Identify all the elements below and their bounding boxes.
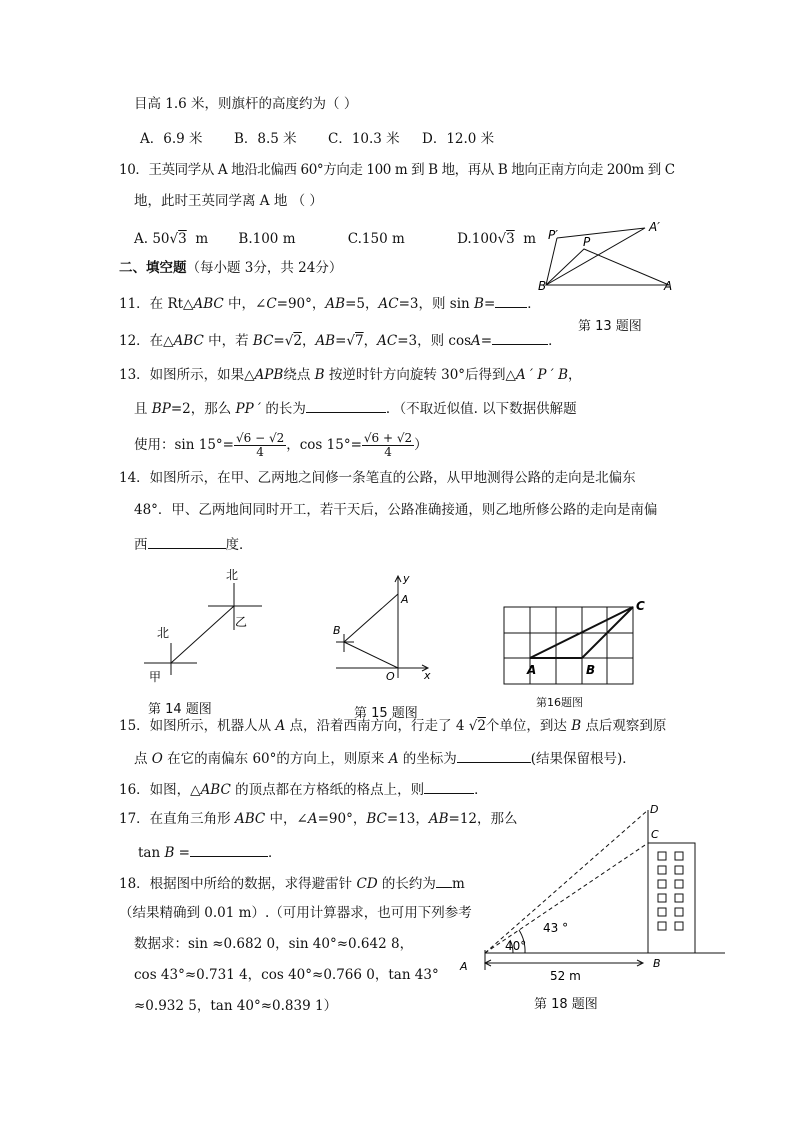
fig15-label-o: O <box>386 670 395 683</box>
q14-line1: 14．如图所示，在甲、乙两地之间修一条笔直的公路，从甲地测得公路的走向是北偏东 <box>119 470 636 486</box>
fig18-caption: 第 18 题图 <box>534 997 598 1012</box>
q10-options <box>134 230 536 248</box>
q10-line1: 10．王英同学从 A 地沿北偏西 60°方向走 100 m 到 B 地，再从 B 地向正南方向走 200m 到 C <box>119 162 675 178</box>
section-2-heading <box>119 259 342 277</box>
fig18-label-b: B <box>653 957 661 970</box>
q12-answer-blank[interactable] <box>492 330 548 345</box>
fig18-label-distance: 52 m <box>550 969 581 983</box>
section-2-note: （每小题 3分，共 24分） <box>186 260 343 276</box>
q13-answer-blank[interactable] <box>306 398 386 413</box>
q9-option-d: D．12.0 米 <box>422 131 495 147</box>
fig13-label-b: B <box>538 279 547 293</box>
q14-answer-blank[interactable] <box>148 534 226 549</box>
fig13-label-a-prime: A′ <box>649 220 660 234</box>
fig14-label-jia: 甲 <box>149 670 162 684</box>
q14-line3: 西 度． <box>134 534 253 554</box>
q10-option-a: A. 50√3 m <box>134 231 209 247</box>
q17-line1: 17．在直角三角形 ABC 中，∠A=90°，BC=13，AB=12，那么 <box>119 811 518 827</box>
cos15-fraction: $\frac{√6 + √2}{4}$ <box>363 431 413 459</box>
figure-16 <box>498 598 653 690</box>
q13-line3: 使用：sin 15°= $\frac{√6 - √2}{4}$ ，cos 15°= $\frac{√6 + √2}{4}$ ） <box>134 431 428 459</box>
q9-line: 目高 1.6 米，则旗杆的高度约为（ ） <box>134 96 358 112</box>
figure-15 <box>328 570 438 685</box>
q13-line1: 13．如图所示，如果△APB绕点 B 按逆时针方向旋转 30°后得到△A ′ P ′ B， <box>119 367 582 383</box>
q16-answer-blank[interactable] <box>424 779 474 794</box>
fig13-label-p: P <box>583 235 591 249</box>
fig14-label-north-left: 北 <box>157 626 170 640</box>
fig14-caption: 第 14 题图 <box>148 702 212 717</box>
q18-line2: （结果精确到 0.01 m）.（可用计算器求，也可用下列参考 <box>119 905 472 921</box>
q9-option-c: C．10.3 米 <box>328 131 400 147</box>
q11-answer-blank[interactable] <box>495 293 527 308</box>
q18-line1: 18．根据图中所给的数据，求得避雷针 CD 的长约为 m <box>119 873 465 893</box>
q18-answer-blank[interactable] <box>436 873 452 888</box>
q12: 12．在△ABC 中，若 BC=√2，AB=√7，AC=3，则 cosA= ． <box>119 330 562 350</box>
q11: 11．在 Rt△ABC 中，∠C=90°，AB=5，AC=3，则 sin B= ． <box>119 293 541 313</box>
q10-line2: 地，此时王英同学离 A 地 （ ） <box>134 193 323 209</box>
q17-answer-blank[interactable] <box>190 842 268 857</box>
fig18-label-a: A <box>460 960 468 973</box>
fig13-caption: 第 13 题图 <box>578 319 642 334</box>
fig18-label-c: C <box>651 828 659 841</box>
fig18-label-40: 40° <box>505 939 527 953</box>
q18-line4: cos 43°≈0.731 4，cos 40°≈0.766 0，tan 43° <box>134 967 439 983</box>
q10-option-d: D.100√3 m <box>457 231 537 247</box>
figure-14 <box>140 565 270 685</box>
q13-line2: 且 BP=2，那么 PP ′ 的长为 ．（不取近似值. 以下数据供解题 <box>134 398 577 418</box>
q10-option-c: C.150 m <box>347 231 405 247</box>
fig14-label-yi: 乙 <box>235 615 248 629</box>
fig16-caption: 第16题图 <box>536 696 583 709</box>
q14-line2: 48°．甲、乙两地间同时开工，若干天后，公路准确接通，则乙地所修公路的走向是南偏 <box>134 502 658 518</box>
fig13-label-a: A <box>664 279 673 293</box>
sin15-fraction: $\frac{√6 - √2}{4}$ <box>235 431 285 459</box>
fig15-caption: 第 15 题图 <box>354 706 418 721</box>
q17-line2: tan B = ． <box>138 842 282 862</box>
fig18-label-43: 43 ° <box>543 921 569 935</box>
q16: 16．如图，△ABC 的顶点都在方格纸的格点上，则 ． <box>119 779 488 799</box>
q15-line2: 点 O 在它的南偏东 60°的方向上，则原来 A 的坐标为 (结果保留根号)． <box>134 748 636 768</box>
fig15-label-a: A <box>401 593 409 606</box>
fig13-label-p-prime: P′ <box>548 228 558 242</box>
figure-13 <box>533 218 693 296</box>
q9-option-b: B．8.5 米 <box>234 131 297 147</box>
q15-answer-blank[interactable] <box>457 748 531 763</box>
fig16-label-c: C <box>636 599 645 613</box>
q10-option-b: B.100 m <box>238 231 296 247</box>
building-windows <box>658 852 683 930</box>
q9-option-a: A．6.9 米 <box>140 131 203 147</box>
q15-line1: 15．如图所示，机器人从 A 点，沿着西南方向，行走了 4 √2个单位，到达 B 点后观察到原 <box>119 718 667 734</box>
fig15-label-b: B <box>333 624 341 637</box>
fig16-label-b: B <box>586 663 596 677</box>
fig15-label-x: x <box>424 669 431 682</box>
figure-18 <box>455 800 735 985</box>
fig18-label-d: D <box>650 803 659 816</box>
fig14-label-north-top: 北 <box>226 568 239 582</box>
section-2-title: 二、填空题 <box>119 260 187 276</box>
fig16-label-a: A <box>527 663 537 677</box>
q18-line3: 数据求：sin ≈0.682 0，sin 40°≈0.642 8， <box>134 936 414 952</box>
q18-line5: ≈0.932 5，tan 40°≈0.839 1） <box>134 998 338 1014</box>
fig15-label-y: y <box>403 572 410 585</box>
